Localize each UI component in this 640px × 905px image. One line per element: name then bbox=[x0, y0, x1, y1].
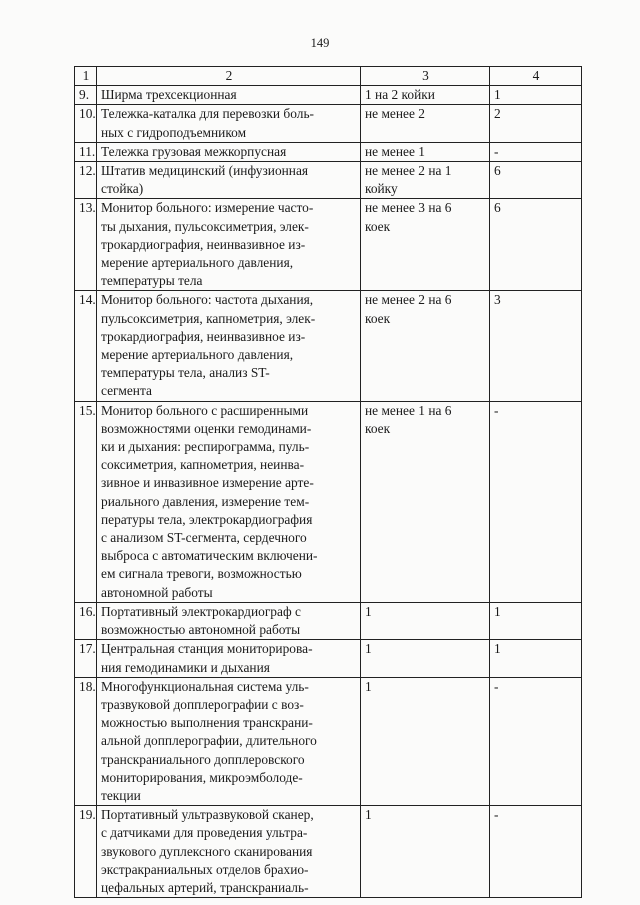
table-row bbox=[75, 602, 582, 639]
table-row bbox=[75, 162, 582, 199]
header-cell: 4 bbox=[490, 67, 582, 86]
quantity-cell: 1 bbox=[361, 806, 490, 898]
equipment-name-cell: Тележка грузовая межкорпусная bbox=[97, 142, 361, 161]
count-cell: 6 bbox=[490, 162, 582, 199]
equipment-name-cell: Портативный электрокардиограф с возможностью автономной работы bbox=[97, 602, 361, 639]
equipment-name-cell: Многофункциональная система уль- тразвуковой допплерографии с воз- можностью выполнения транскрани- альной допплерографии, длительного транскраниального допплеровского мониторирования, микроэмболоде- текции bbox=[97, 677, 361, 805]
table-row bbox=[75, 401, 582, 602]
count-cell: 1 bbox=[490, 640, 582, 677]
equipment-name-cell: Штатив медицинский (инфузионная стойка) bbox=[97, 162, 361, 199]
quantity-cell: не менее 2 на 1 койку bbox=[361, 162, 490, 199]
equipment-name-cell: Монитор больного: измерение часто- ты дыхания, пульсоксиметрия, элек- трокардиография, неинвазивное из- мерение артериального давления, температуры тела bbox=[97, 199, 361, 291]
table-row bbox=[75, 86, 582, 105]
quantity-cell: 1 bbox=[361, 602, 490, 639]
count-cell: - bbox=[490, 142, 582, 161]
row-number-cell: 9. bbox=[75, 86, 97, 105]
header-cell: 3 bbox=[361, 67, 490, 86]
quantity-cell: не менее 1 bbox=[361, 142, 490, 161]
row-number-cell: 15. bbox=[75, 401, 97, 602]
equipment-name-cell: Ширма трехсекционная bbox=[97, 86, 361, 105]
count-cell: 1 bbox=[490, 86, 582, 105]
quantity-cell: 1 bbox=[361, 640, 490, 677]
quantity-cell: не менее 1 на 6 коек bbox=[361, 401, 490, 602]
table-row bbox=[75, 199, 582, 291]
header-cell: 2 bbox=[97, 67, 361, 86]
quantity-cell: 1 bbox=[361, 677, 490, 805]
count-cell: - bbox=[490, 401, 582, 602]
quantity-cell: не менее 2 на 6 коек bbox=[361, 291, 490, 401]
table-row bbox=[75, 105, 582, 142]
quantity-cell: не менее 2 bbox=[361, 105, 490, 142]
equipment-name-cell: Центральная станция мониторирова- ния гемодинамики и дыхания bbox=[97, 640, 361, 677]
page-number: 149 bbox=[310, 36, 330, 50]
row-number-cell: 19. bbox=[75, 806, 97, 898]
table-row bbox=[75, 291, 582, 401]
equipment-name-cell: Портативный ультразвуковой сканер, с датчиками для проведения ультра- звукового дуплексного сканирования экстракраниальных отделов брахио- цефальных артерий, транскраниаль- bbox=[97, 806, 361, 898]
row-number-cell: 14. bbox=[75, 291, 97, 401]
table-row bbox=[75, 142, 582, 161]
count-cell: - bbox=[490, 677, 582, 805]
equipment-name-cell: Монитор больного с расширенными возможностями оценки гемодинами- ки и дыхания: респирограмма, пуль- соксиметрия, капнометрия, неинва- зивное и инвазивное измерение арте- риального давления, измерение тем- пературы тела, электрокардиография с анализом ST-сегмента, сердечного выброса с автоматическим включени- ем сигнала тревоги, возможностью автономной работы bbox=[97, 401, 361, 602]
header-cell: 1 bbox=[75, 67, 97, 86]
equipment-table bbox=[74, 66, 582, 898]
table-row bbox=[75, 640, 582, 677]
equipment-name-cell: Монитор больного: частота дыхания, пульсоксиметрия, капнометрия, элек- трокардиография, неинвазивное из- мерение артериального давления, температуры тела, анализ ST- сегмента bbox=[97, 291, 361, 401]
row-number-cell: 17. bbox=[75, 640, 97, 677]
row-number-cell: 11. bbox=[75, 142, 97, 161]
table-row bbox=[75, 806, 582, 898]
count-cell: - bbox=[490, 806, 582, 898]
row-number-cell: 10. bbox=[75, 105, 97, 142]
row-number-cell: 18. bbox=[75, 677, 97, 805]
count-cell: 2 bbox=[490, 105, 582, 142]
quantity-cell: не менее 3 на 6 коек bbox=[361, 199, 490, 291]
count-cell: 3 bbox=[490, 291, 582, 401]
count-cell: 1 bbox=[490, 602, 582, 639]
row-number-cell: 16. bbox=[75, 602, 97, 639]
quantity-cell: 1 на 2 койки bbox=[361, 86, 490, 105]
equipment-name-cell: Тележка-каталка для перевозки боль- ных с гидроподъемником bbox=[97, 105, 361, 142]
table-header-row bbox=[75, 67, 582, 86]
count-cell: 6 bbox=[490, 199, 582, 291]
row-number-cell: 12. bbox=[75, 162, 97, 199]
row-number-cell: 13. bbox=[75, 199, 97, 291]
table-row bbox=[75, 677, 582, 805]
